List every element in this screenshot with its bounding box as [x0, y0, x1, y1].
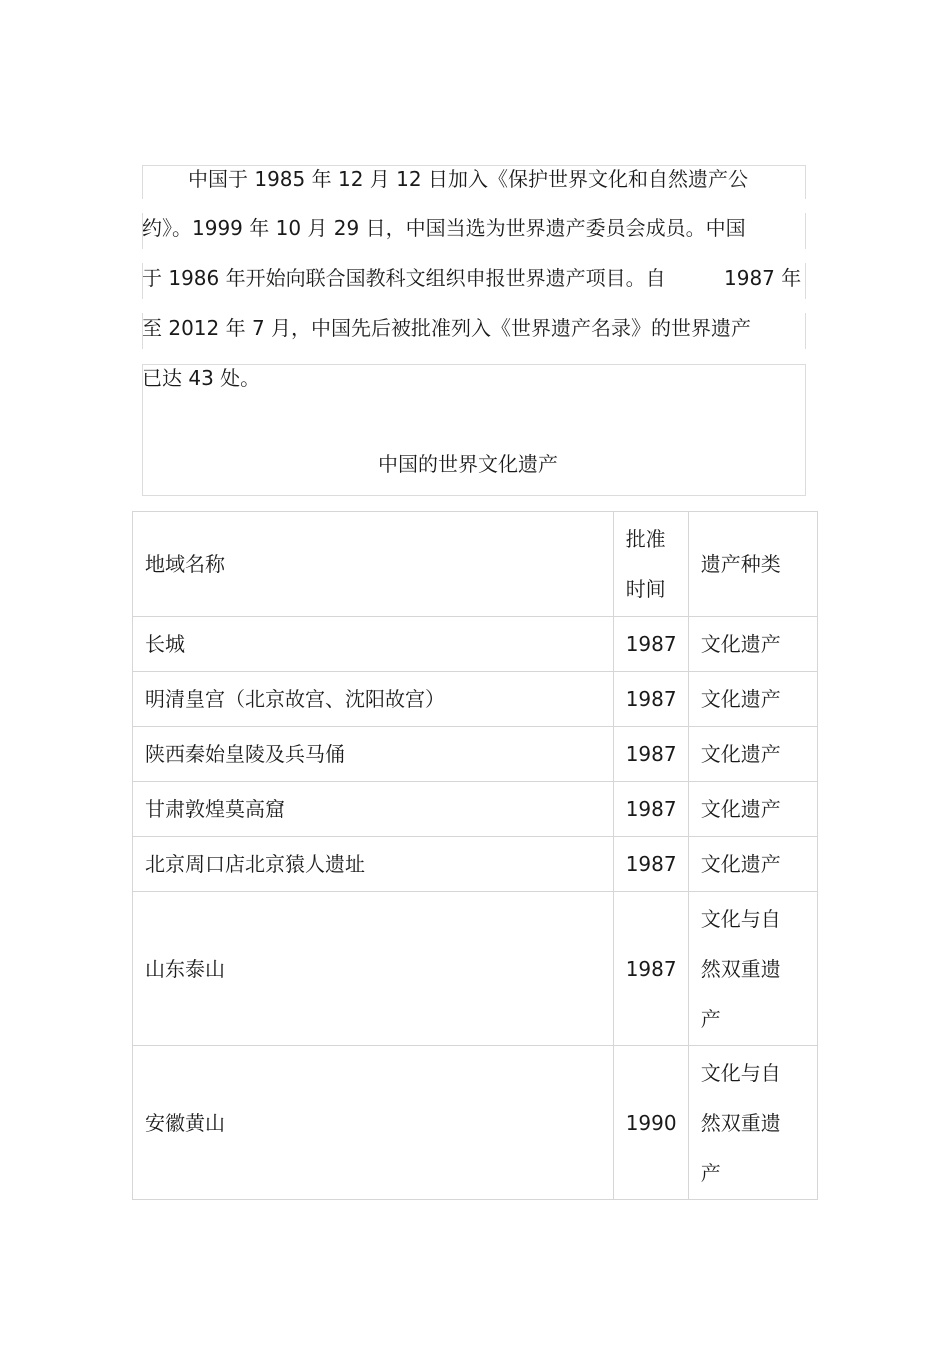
table-row: [133, 617, 818, 672]
table-row: [133, 727, 818, 782]
table-row: [133, 1046, 818, 1200]
table-row: [133, 782, 818, 837]
intro-line-3-text: 于 1986 年开始向联合国教科文组织申报世界遗产项目。自: [142, 266, 666, 290]
divider: [805, 313, 806, 349]
cell-year: 1987: [613, 892, 688, 1046]
divider: [142, 495, 806, 496]
cell-year: 1987: [613, 837, 688, 892]
intro-line-3-tail: 1987 年: [724, 266, 802, 290]
header-type: 遗产种类: [688, 512, 817, 617]
header-name: 地域名称: [133, 512, 614, 617]
divider: [142, 165, 143, 199]
cell-name: 安徽黄山: [133, 1046, 614, 1200]
cell-type-label: 文化与自然双重遗产: [700, 1060, 781, 1185]
cell-year: 1987: [613, 617, 688, 672]
divider: [142, 364, 806, 365]
cell-name: 北京周口店北京猿人遗址: [133, 837, 614, 892]
cell-type: [688, 892, 817, 1046]
cell-year: 1987: [613, 782, 688, 837]
header-time: [613, 512, 688, 617]
table-row: [133, 892, 818, 1046]
intro-line-1: 中国于 1985 年 12 月 12 日加入《保护世界文化和自然遗产公: [188, 167, 748, 191]
divider: [142, 165, 806, 166]
intro-line-2: 约》。1999 年 10 月 29 日，中国当选为世界遗产委员会成员。中国: [142, 216, 746, 240]
header-time-label: 批准时间: [625, 527, 666, 601]
cell-name: 明清皇宫（北京故宫、沈阳故宫）: [133, 672, 614, 727]
heritage-table: [132, 511, 818, 1200]
intro-line-4: 至 2012 年 7 月，中国先后被批准列入《世界遗产名录》的世界遗产: [142, 316, 752, 340]
cell-type-label: 文化与自然双重遗产: [700, 906, 781, 1031]
intro-line-5: 已达 43 处。: [142, 366, 261, 390]
divider: [805, 213, 806, 249]
intro-line-3: [142, 266, 806, 290]
divider: [805, 364, 806, 496]
cell-name: 甘肃敦煌莫高窟: [133, 782, 614, 837]
table-header-row: [133, 512, 818, 617]
cell-name: 山东泰山: [133, 892, 614, 1046]
cell-year: 1987: [613, 727, 688, 782]
cell-type: 文化遗产: [688, 782, 817, 837]
intro-section: [142, 165, 806, 496]
cell-name: 陕西秦始皇陵及兵马俑: [133, 727, 614, 782]
cell-name: 长城: [133, 617, 614, 672]
cell-type: 文化遗产: [688, 617, 817, 672]
cell-type: 文化遗产: [688, 837, 817, 892]
table-title: 中国的世界文化遗产: [378, 452, 558, 476]
cell-type: [688, 1046, 817, 1200]
cell-year: 1987: [613, 672, 688, 727]
cell-type: 文化遗产: [688, 672, 817, 727]
table-row: [133, 672, 818, 727]
divider: [805, 165, 806, 199]
cell-type: 文化遗产: [688, 727, 817, 782]
table-row: [133, 837, 818, 892]
cell-year: 1990: [613, 1046, 688, 1200]
